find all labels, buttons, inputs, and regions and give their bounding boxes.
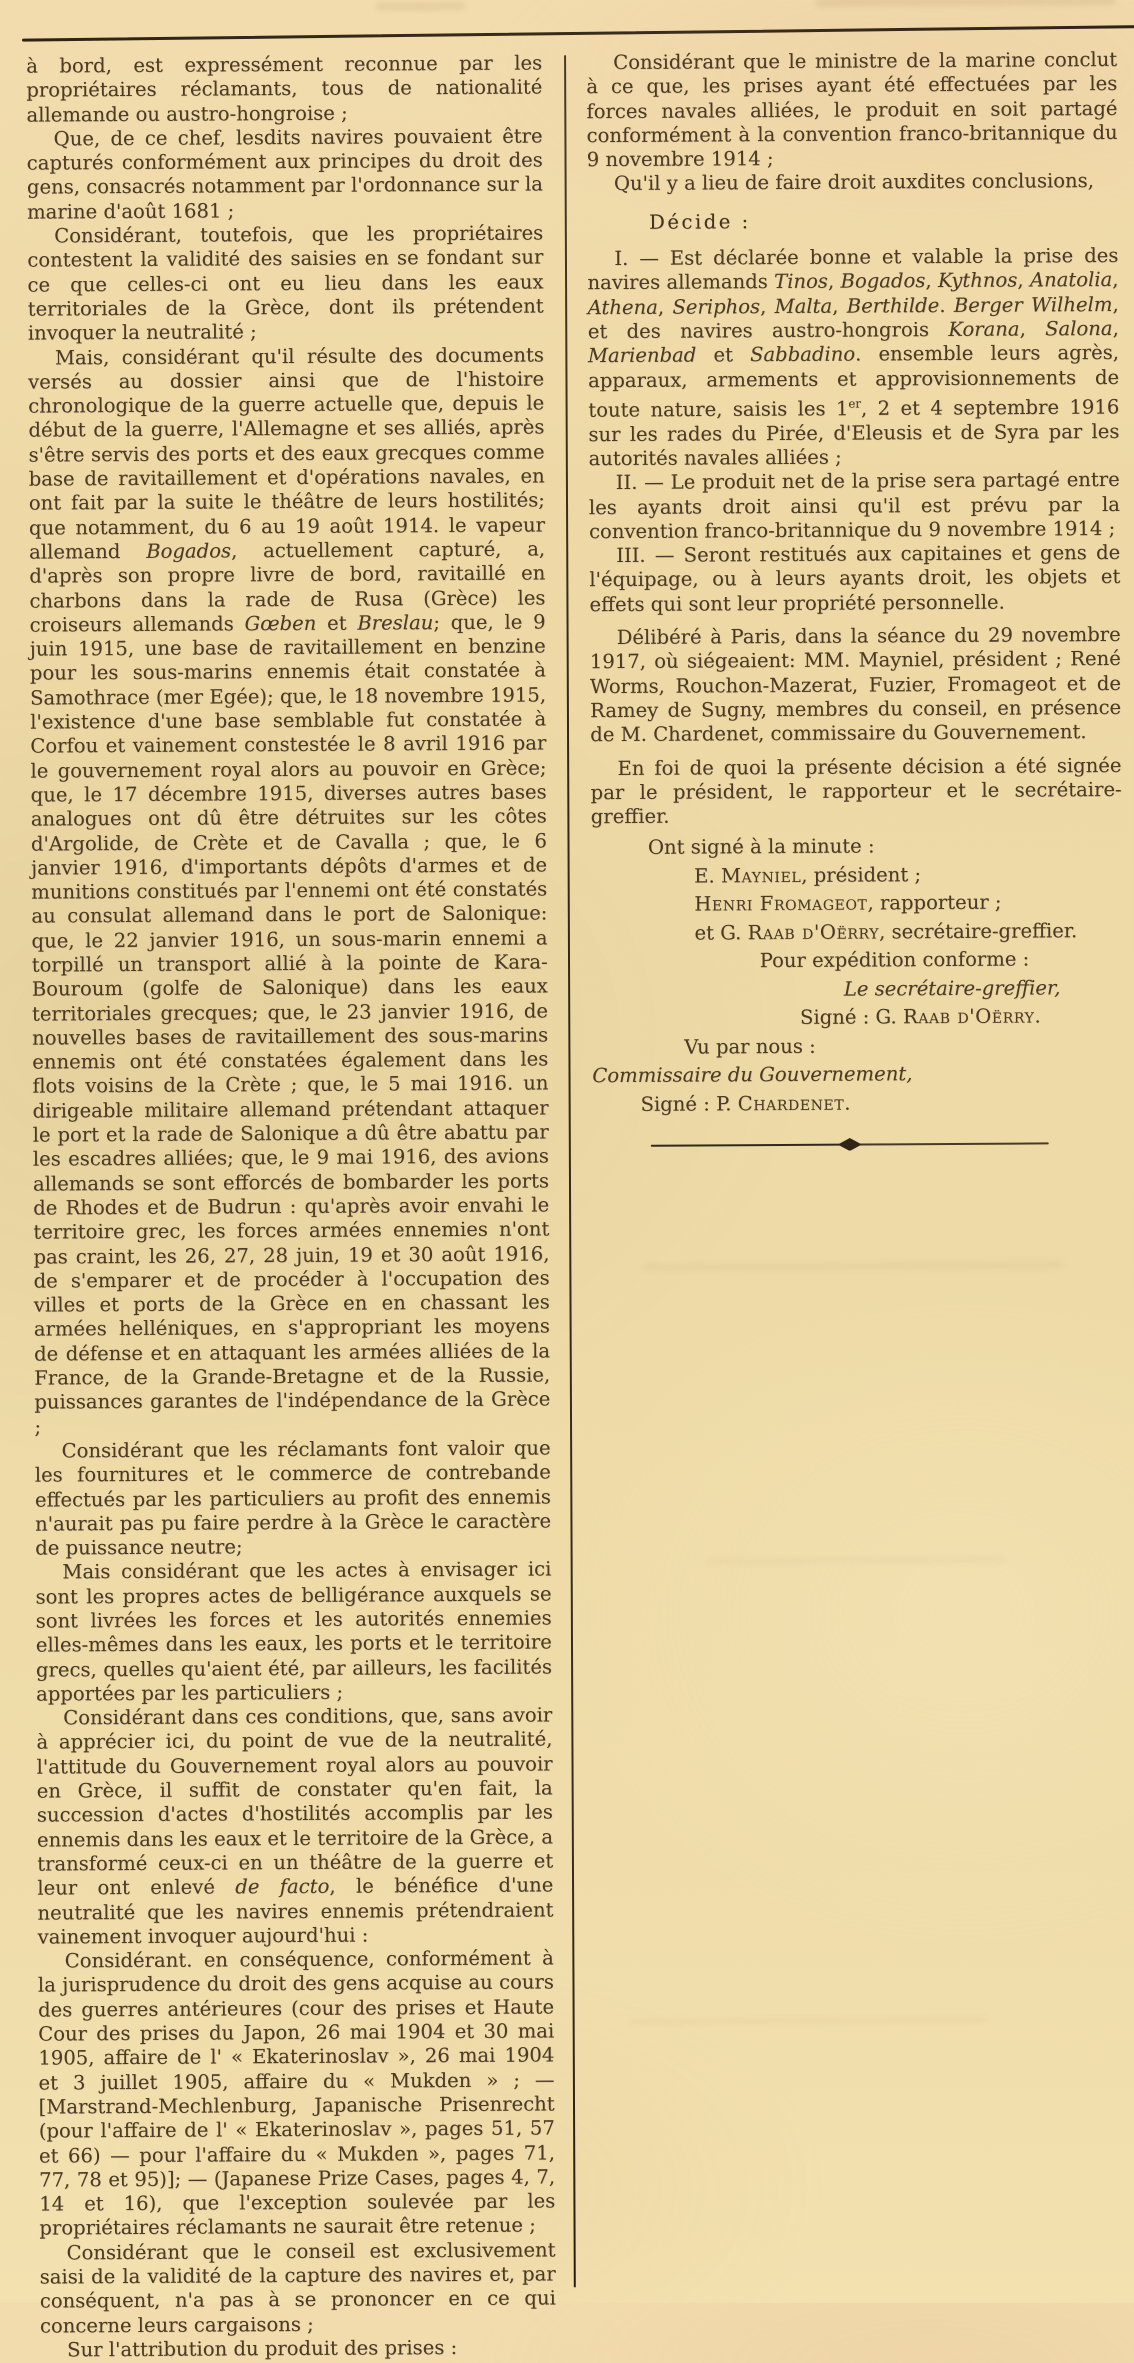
showthrough-mark bbox=[705, 1557, 1005, 1565]
right-column bbox=[586, 48, 1124, 1153]
attestation-paragraph: En foi de quoi la présente décision a été signée par le président, le rapporteur et le secrétaire-greffier. bbox=[590, 753, 1122, 829]
top-horizontal-rule bbox=[22, 25, 1134, 41]
paragraph: Que, de ce chef, lesdits navires pouvaient être capturés conformément aux principes du droit des gens, consacrés notamment par l'ordonnance sur la marine d'août 1681 ; bbox=[26, 124, 543, 224]
decision-item-3: III. — Seront restitués aux capitaines et gens de l'équipage, ou à leurs ayants droit, les objets et effets qui sont leur propriété personnelle. bbox=[589, 541, 1121, 616]
paragraph: Considérant, toutefois, que les propriétaires contestent la validité des saisies en se fondant sur ce que celles-ci ont eu lieu dans les eaux territoriales de la Grèce, dont ils prétendent invoquer la neutralité ; bbox=[27, 221, 544, 345]
showthrough-mark bbox=[376, 2, 466, 11]
paragraph: Considérant que les réclamants font valoir que les fournitures et le commerce de contrebande effectués par les particuliers au profit des ennemis n'aurait pas pu faire perdre à la Grèce le caractère de puissance neutre; bbox=[34, 1436, 552, 1560]
divider-line-right bbox=[859, 1143, 1049, 1146]
showthrough-mark bbox=[628, 2017, 988, 2025]
left-column bbox=[26, 51, 556, 2362]
paragraph: à bord, est expressément reconnue par les propriétaires réclamants, tous de nationalité allemande ou austro-hongroise ; bbox=[26, 51, 543, 127]
decision-item-1: I. — Est déclarée bonne et valable la prise des navires allemands Tinos, Bogados, Kythnos, Anatolia, Athena, Seriphos, Malta, Berthilde. Berger Wilhelm, et des navires austro-hongrois Korana, Salona, Marienbad et Sabbadino. ensemble leurs agrès, apparaux, armements et approvisionnements de toute nature, saisis les 1er, 2 et 4 septembre 1916 sur les rades du Pirée, d'Eleusis et de Syra par les autorités navales alliées ; bbox=[587, 244, 1120, 471]
certified-copy-line: Pour expédition conforme : bbox=[759, 947, 1030, 973]
decision-item-2: II. — Le produit net de la prise sera partagé entre les ayants droit ainsi qu'il est prévu par la convention franco-britannique du 9 novembre 1914 ; bbox=[588, 468, 1120, 544]
paragraph: Considérant que le conseil est exclusivement saisi de la validité de la capture des navires et, par conséquent, n'a pas à se prononcer en ce qui concerne leurs cargaisons ; bbox=[39, 2238, 556, 2338]
commissioner-title-line: Commissaire du Gouvernement, bbox=[592, 1062, 913, 1088]
divider-line-left bbox=[651, 1144, 841, 1147]
seen-by-line: Vu par nous : bbox=[684, 1034, 816, 1059]
clerk-signature-line: Signé : G. Raab d'Oërry. bbox=[799, 1004, 1041, 1030]
paragraph: Considérant dans ces conditions, que, sans avoir à apprécier ici, du point de vue de la neutralité, l'attitude du Gouvernement royal alors au pouvoir en Grèce, il suffit de constater qu'en fait, la succession d'actes d'hostilités accomplis par les ennemis dans les eaux et le territoire de la Grèce, a transformé ceux-ci en un théâtre de la guerre et leur ont enlevé de facto, le bénéfice d'une neutralité que les navires ennemis prétendraient vainement invoquer aujourd'hui : bbox=[36, 1703, 554, 1949]
clerk-title-line: Le secrétaire-greffier, bbox=[843, 976, 1061, 1001]
deliberation-paragraph: Délibéré à Paris, dans la séance du 29 novembre 1917, où siégeaient: MM. Mayniel, président ; René Worms, Rouchon-Mazerat, Fuzier, Fromageot et de Ramey de Sugny, membres du conseil, en présence de M. Chardenet, commissaire du Gouvernement. bbox=[589, 622, 1122, 747]
decide-heading: Décide : bbox=[649, 209, 751, 234]
section-divider bbox=[651, 1137, 1049, 1152]
signature-intro: Ont signé à la minute : bbox=[647, 834, 875, 860]
paragraph: Considérant. en conséquence, conformément à la jurisprudence du droit des gens acquise au cours des guerres antérieures (cour des prises et Haute Cour des prises du Japon, 26 mai 1904 et 30 mai 1905, affaire de l' « Ekaterinoslav », 26 mai 1904 et 3 juillet 1905, affaire du « Mukden » ; — [Marstrand-Mechlenburg, Japanische Prisenrecht (pour l'affaire de l' « Ekaterinoslav », pages 51, 57 et 66) — pour l'affaire du « Mukden », pages 71, 77, 78 et 95)]; — (Japanese Prize Cases, pages 4, 7, 14 et 16), que l'exception soulevée par les propriétaires réclamants ne saurait être retenue ; bbox=[37, 1946, 556, 2240]
showthrough-mark bbox=[816, 0, 1116, 7]
commissioner-signature-line: Signé : P. Chardenet. bbox=[640, 1091, 851, 1116]
signature-line: et G. Raab d'Oërry, secrétaire-greffier. bbox=[694, 919, 1078, 945]
column-divider-rule bbox=[564, 55, 576, 2287]
paragraph: Considérant que le ministre de la marine conclut à ce que, les prises ayant été effectuées par les forces navales alliées, le produit en soit partagé conformément à la convention franco-britannique du 9 novembre 1914 ; bbox=[586, 47, 1118, 172]
paragraph: Sur l'attribution du produit des prises : bbox=[67, 2335, 458, 2362]
paragraph: Mais considérant que les actes à envisager ici sont les propres actes de belligérance auxquels se sont livrées les forces et les autorités ennemies elles-mêmes dans les eaux, les ports et le territoire grecs, quelles qu'aient été, par ailleurs, les facilités apportées par les particuliers ; bbox=[35, 1557, 553, 1706]
paragraph: Qu'il y a lieu de faire droit auxdites conclusions, bbox=[613, 169, 1094, 196]
signature-line: E. Mayniel, président ; bbox=[694, 863, 922, 888]
paragraph: Mais, considérant qu'il résulte des documents versés au dossier ainsi que de l'histoire chronologique de la guerre actuelle que, depuis le début de la guerre, l'Allemagne et ses alliés, après s'être servis des ports et des eaux grecques comme base de ravitaillement et d'opérations navales, en ont fait par la suite le théâtre de leurs hostilités; que notamment, du 6 au 19 août 1914. le vapeur allemand Bogados, actuellement capturé, a, d'après son propre livre de bord, ravitaillé en charbons dans la rade de Rusa (Grèce) les croiseurs allemands Gœben et Breslau; que, le 9 juin 1915, une base de ravitaillement en benzine pour les sous-marins ennemis était constatée à Samothrace (mer Egée); que, le 18 novembre 1915, l'existence d'une base semblable fut constatée à Corfou et vainement constestée le 8 avril 1916 par le gouvernement royal alors au pouvoir en Grèce; que, le 17 décembre 1915, diverses autres bases analogues ont dû être détruites sur les côtes d'Argolide, de Crète et de Cavalla ; que, le 6 janvier 1916, d'importants dépôts d'armes et de munitions constitués par l'ennemi ont été constatés au consulat allemand dans le port de Salonique: que, le 22 janvier 1916, un sous-marin ennemi a torpillé un transport allié à la pointe de Kara-Bouroum (golfe de Salonique) dans les eaux territoriales grecques; que, le 23 janvier 1916, de nouvelles bases de ravitaillement des sous-marins ennemis ont été constatées également dans les flots voisins de la Crète ; que, le 5 mai 1916. un dirigeable militaire allemand prétendant attaquer le port et la rade de Salonique a dû être abattu par les escadres alliées; que, le 9 mai 1916, des avions allemands se sont efforcés de bombarder les ports de Rhodes et de Budrun : qu'après avoir envahi le territoire grec, les forces armées ennemies n'ont pas craint, les 26, 27, 28 juin, 19 et 30 août 1916, de s'emparer et de procéder à l'occupation des villes et ports de la Grèce en en chassant les armées helléniques, en s'appropriant les moyens de défense et en attaquant les armées alliées de la France, de la Grande-Bretagne et de la Russie, puissances garantes de l'indépendance de la Grèce ; bbox=[28, 343, 551, 1439]
signature-line: Henri Fromageot, rapporteur ; bbox=[694, 891, 1002, 916]
showthrough-mark bbox=[644, 1261, 1064, 1271]
